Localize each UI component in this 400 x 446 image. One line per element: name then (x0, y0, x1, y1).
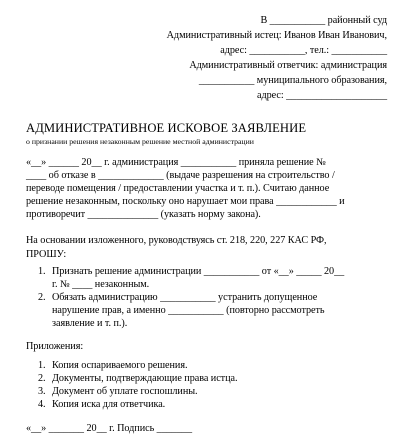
attachment-2-number: 2. (38, 373, 46, 384)
header-plaintiff: Административный истец: Иванов Иван Иванович, (166, 30, 387, 41)
paragraph-1-line-3: переводе помещения / предоставлении участка и т. п.). Считаю данное (26, 183, 330, 194)
paragraph-1-line-1: «__» ______ 20__ г. администрация ___________ приняла решение № (26, 157, 326, 168)
attachments-title: Приложения: (26, 341, 84, 352)
attachment-2-text: Документы, подтверждающие права истца. (52, 373, 238, 384)
document-title: АДМИНИСТРАТИВНОЕ ИСКОВОЕ ЗАЯВЛЕНИЕ (26, 121, 307, 135)
header-court: В ___________ районный суд (260, 15, 387, 26)
request-1-number: 1. (38, 266, 46, 277)
attachment-4-text: Копия иска для ответчика. (52, 399, 166, 410)
attachment-1-text: Копия оспариваемого решения. (52, 360, 188, 371)
paragraph-1-line-2: ____ об отказе в _____________ (выдаче разрешения на строительство / (26, 170, 335, 181)
request-2-line-3: заявление и т. п.). (52, 318, 128, 329)
header-plaintiff-address: адрес: ___________, тел.: ___________ (220, 45, 387, 56)
attachment-4-number: 4. (38, 399, 46, 410)
header-defendant-address: адрес: ____________________ (257, 90, 387, 101)
attachment-3-number: 3. (38, 386, 46, 397)
paragraph-1-line-4: решение незаконным, поскольку оно нарушает мои права ____________ и (26, 196, 345, 207)
attachment-3-text: Документ об уплате госпошлины. (52, 386, 198, 397)
document-subtitle: о признании решения незаконным решение местной администрации (26, 137, 254, 146)
header-defendant: Административный ответчик: администрация (189, 60, 387, 71)
header-municipality: ___________ муниципального образования, (198, 75, 387, 86)
attachment-1-number: 1. (38, 360, 46, 371)
request-2-line-2: нарушение прав, а именно ___________ (повторно рассмотреть (52, 305, 325, 316)
request-1-line-1: Признать решение администрации ___________ от «__» _____ 20__ (52, 266, 345, 277)
signature-line: «__» _______ 20__ г. Подпись _______ (26, 423, 192, 434)
paragraph-2-line-2: ПРОШУ: (26, 249, 67, 260)
paragraph-2-line-1: На основании изложенного, руководствуясь ст. 218, 220, 227 КАС РФ, (26, 235, 327, 246)
request-2-line-1: Обязать администрацию ___________ устранить допущенное (52, 292, 318, 303)
paragraph-1-line-5: противоречит ______________ (указать норму закона). (26, 209, 261, 220)
request-1-line-2: г. № ____ незаконным. (52, 279, 150, 290)
request-2-number: 2. (38, 292, 46, 303)
